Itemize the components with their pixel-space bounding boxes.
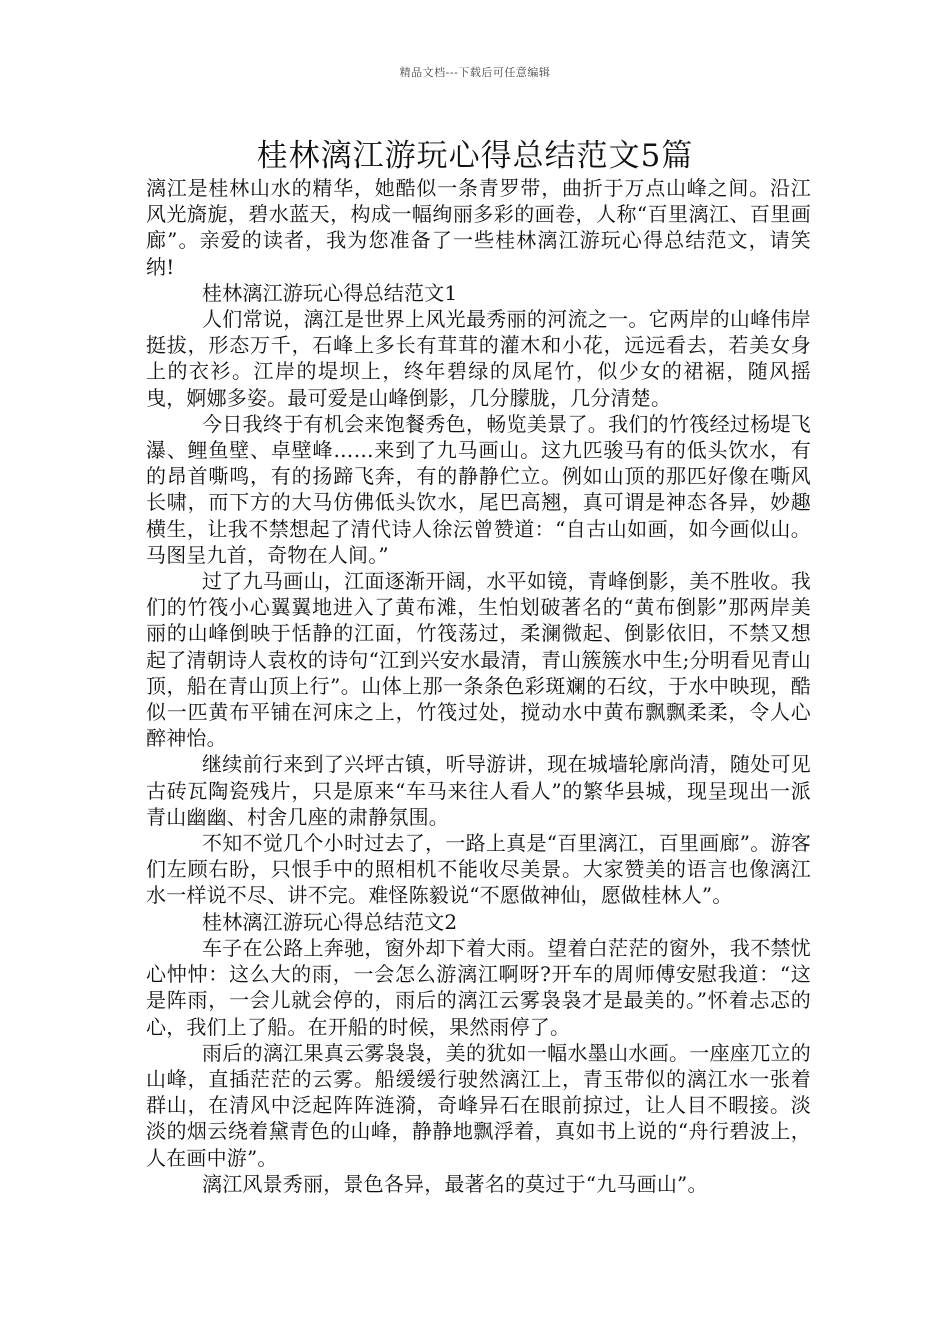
- paragraph: 人们常说，漓江是世界上风光最秀丽的河流之一。它两岸的山峰伟岸挺拔，形态万千，石峰上多长有茸茸的灌木和小花，远远看去，若美女身上的衣衫。江岸的堤坝上，终年碧绿的凤尾竹，似少女的裙裾，随风摇曳，婀娜多姿。最可爱是山峰倒影，几分朦胧，几分清楚。: [146, 307, 811, 410]
- section-heading-2: 桂林漓江游玩心得总结范文2: [202, 909, 458, 934]
- section-heading-1: 桂林漓江游玩心得总结范文1: [202, 280, 458, 305]
- paragraph: 雨后的漓江果真云雾袅袅，美的犹如一幅水墨山水画。一座座兀立的山峰，直插茫茫的云雾。船缓缓行驶然漓江上，青玉带似的漓江水一张着群山，在清风中泛起阵阵涟漪，奇峰异石在眼前掠过，让人目不暇接。淡淡的烟云绕着黛青色的山峰，静静地飘浮着，真如书上说的“舟行碧波上，人在画中游”。: [146, 1040, 811, 1170]
- paragraph: 今日我终于有机会来饱餐秀色，畅览美景了。我们的竹筏经过杨堤飞瀑、鲤鱼壁、卓壁峰……来到了九马画山。这九匹骏马有的低头饮水，有的昂首嘶鸣，有的扬蹄飞奔，有的静静伫立。例如山顶的那匹好像在嘶风长啸，而下方的大马仿佛低头饮水，尾巴高翘，真可谓是神态各异，妙趣横生，让我不禁想起了清代诗人徐沄曾赞道：“自古山如画，如今画似山。马图呈九首，奇物在人间。”: [146, 411, 811, 567]
- paragraph: 漓江风景秀丽，景色各异，最著名的莫过于“九马画山”。: [202, 1171, 708, 1196]
- page-header: 精品文档---下载后可任意编辑: [399, 66, 551, 79]
- document-body: [146, 175, 811, 1197]
- intro-paragraph: 漓江是桂林山水的精华，她酷似一条青罗带，曲折于万点山峰之间。沿江风光旖旎，碧水蓝天，构成一幅绚丽多彩的画卷，人称“百里漓江、百里画廊”。亲爱的读者，我为您准备了一些桂林漓江游玩心得总结范文，请笑纳!: [146, 176, 811, 279]
- document-title: 桂林漓江游玩心得总结范文5篇: [256, 138, 694, 174]
- paragraph: 车子在公路上奔驰，窗外却下着大雨。望着白茫茫的窗外，我不禁忧心忡忡：这么大的雨，一会怎么游漓江啊呀?开车的周师傅安慰我道：“这是阵雨，一会儿就会停的，雨后的漓江云雾袅袅才是最美的。”怀着忐忑的心，我们上了船。在开船的时候，果然雨停了。: [146, 935, 811, 1039]
- paragraph: 过了九马画山，江面逐渐开阔，水平如镜，青峰倒影，美不胜收。我们的竹筏小心翼翼地进入了黄布滩，生怕划破著名的“黄布倒影”那两岸美丽的山峰倒映于恬静的江面，竹筏荡过，柔澜微起、倒影依旧，不禁又想起了清朝诗人袁枚的诗句“江到兴安水最清，青山簇簇水中生;分明看见青山顶，船在青山顶上行”。山体上那一条条色彩斑斓的石纹，于水中映现，酷似一匹黄布平铺在河床之上，竹筏过处，搅动水中黄布飘飘柔柔，令人心醉神怡。: [146, 569, 811, 751]
- paragraph: 继续前行来到了兴坪古镇，听导游讲，现在城墙轮廓尚清，随处可见古砖瓦陶瓷残片，只是原来“车马来往人看人”的繁华县城，现呈现出一派青山幽幽、村舍几座的肃静氛围。: [146, 752, 811, 829]
- paragraph: 不知不觉几个小时过去了，一路上真是“百里漓江，百里画廊”。游客们左顾右盼，只恨手中的照相机不能收尽美景。大家赞美的语言也像漓江水一样说不尽、讲不完。难怪陈毅说“不愿做神仙，愿做桂林人”。: [146, 831, 811, 908]
